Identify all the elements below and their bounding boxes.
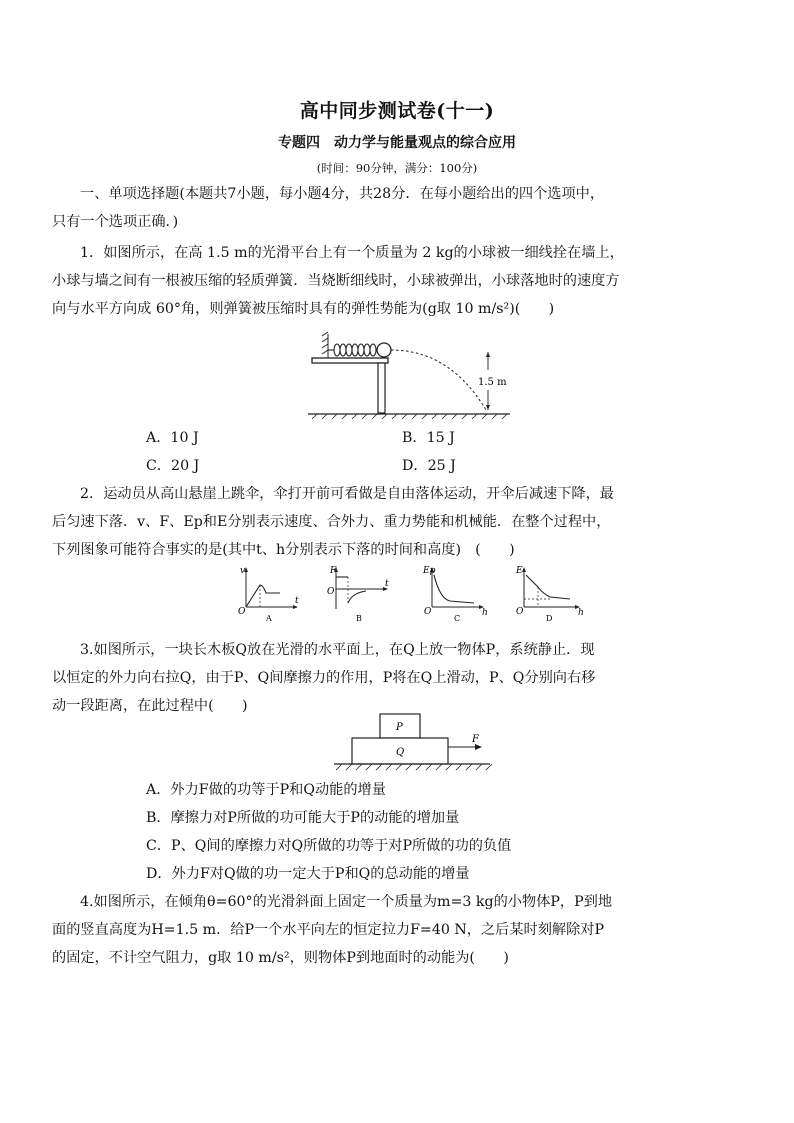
q3-label-p: P [396, 722, 403, 733]
q3-line-2: 以恒定的外力向右拉Q，由于P、Q间摩擦力的作用，P将在Q上滑动，P、Q分别向右移 [52, 670, 596, 686]
q3-line-1: 3.如图所示，一块长木板Q放在光滑的水平面上，在Q上放一物体P，系统静止．现 [80, 642, 595, 658]
q2-graph-d-caption: D [546, 614, 553, 623]
q3-option-d: D．外力F对Q做的功一定大于P和Q的总动能的增量 [146, 866, 470, 882]
q2-graph-a-origin: O [238, 607, 246, 617]
q2-graph-d [510, 563, 586, 623]
q1-ball [377, 343, 391, 357]
section-intro-line-2: 只有一个选项正确．) [52, 214, 179, 230]
q2-graph-a-ylabel: v [240, 566, 246, 576]
q3-option-c: C．P、Q间的摩擦力对Q所做的功等于对P所做的功的负值 [146, 838, 512, 854]
q2-graph-d-ylabel: E [516, 566, 523, 576]
q1-figure [300, 330, 530, 420]
q1-option-d: D．25 J [402, 458, 456, 474]
q1-line-2: 小球与墙之间有一根被压缩的轻质弹簧．当烧断细线时，小球被弹出，小球落地时的速度方 [52, 273, 620, 289]
q2-line-1: 2．运动员从高山悬崖上跳伞，伞打开前可看做是自由落体运动，开伞后减速下降，最 [80, 486, 614, 502]
q3-label-f: F [472, 734, 479, 745]
q2-graph-c-origin: O [424, 607, 432, 617]
q2-graph-a-xlabel: t [295, 596, 299, 606]
q3-option-a: A．外力F做的功等于P和Q动能的增量 [146, 782, 386, 798]
q1-line-1: 1．如图所示，在高 1.5 m的光滑平台上有一个质量为 2 kg的小球被一细线拴在墙上， [80, 245, 624, 261]
q2-graph-b [322, 563, 392, 623]
q2-graph-c [418, 563, 490, 623]
q3-label-q: Q [396, 747, 405, 758]
q4-line-3: 的固定，不计空气阻力，g取 10 m/s²，则物体P到地面时的动能为( ) [52, 950, 509, 966]
q2-graph-b-origin: O [327, 587, 335, 597]
q2-graph-b-xlabel: t [385, 579, 389, 589]
q2-graph-b-caption: B [356, 614, 362, 623]
q1-spring [328, 344, 376, 356]
q2-graph-c-ylabel: Ep [423, 566, 436, 576]
q2-graph-c-caption: C [454, 614, 461, 623]
q1-height-label: 1.5 m [478, 377, 507, 388]
page-title: 高中同步测试卷(十一) [299, 100, 495, 122]
q1-platform [312, 358, 388, 363]
q2-graph-c-xlabel: h [482, 608, 488, 618]
q2-graph-d-xlabel: h [578, 608, 584, 618]
q3-figure [330, 710, 500, 774]
q4-line-1: 4.如图所示，在倾角θ=60°的光滑斜面上固定一个质量为m=3 kg的小物体P，P到地 [80, 894, 613, 910]
time-info: (时间：90分钟，满分：100分) [316, 161, 478, 175]
q2-line-2: 后匀速下落．v、F、Ep和E分别表示速度、合外力、重力势能和机械能．在整个过程中， [52, 514, 611, 530]
q1-option-c: C．20 J [146, 458, 200, 474]
q3-line-3: 动一段距离，在此过程中( ) [52, 698, 248, 714]
q2-line-3: 下列图象可能符合事实的是(其中t、h分别表示下落的时间和高度) ( ) [52, 542, 515, 558]
q2-graph-a-caption: A [266, 614, 272, 623]
page-subtitle: 专题四 动力学与能量观点的综合应用 [278, 135, 516, 151]
q4-line-2: 面的竖直高度为H=1.5 m．给P一个水平向左的恒定拉力F=40 N，之后某时刻解除对P [52, 922, 605, 938]
q2-graph-b-ylabel: F [330, 566, 337, 576]
q1-option-a: A．10 J [146, 430, 199, 446]
q2-graph-d-origin: O [516, 607, 524, 617]
q1-option-b: B．15 J [402, 430, 455, 446]
section-intro-line-1: 一、单项选择题(本题共7小题，每小题4分，共28分．在每小题给出的四个选项中， [80, 186, 605, 202]
q2-graph-a [232, 563, 302, 623]
q3-option-b: B．摩擦力对P所做的功可能大于P的动能的增加量 [146, 810, 460, 826]
q1-line-3: 向与水平方向成 60°角，则弹簧被压缩时具有的弹性势能为(g取 10 m/s²)( ) [52, 301, 555, 317]
